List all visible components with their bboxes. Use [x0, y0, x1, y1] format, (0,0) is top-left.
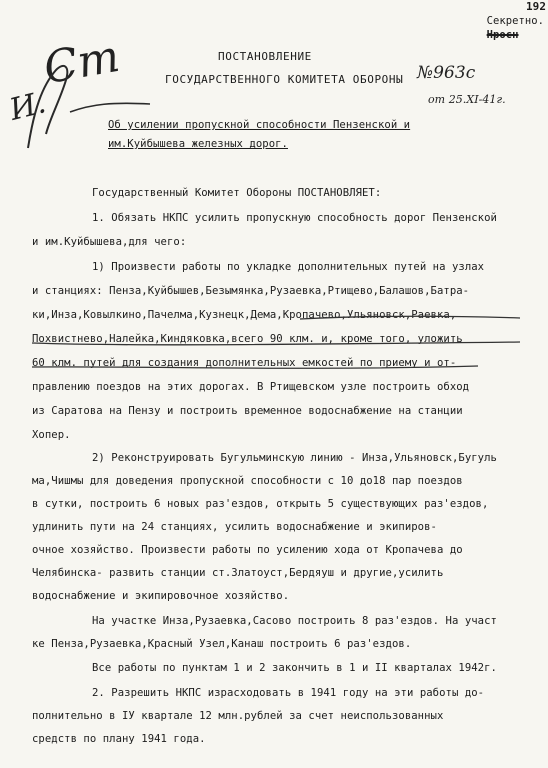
body-line: На участке Инза,Рузаевка,Сасово построить 8 раз'ездов. На участ	[92, 615, 497, 627]
body-line: ма,Чишмы для доведения пропускной способности с 10 до18 пар поездов	[32, 475, 463, 487]
classification-struck: Нросн	[486, 29, 519, 41]
body-line: и станциях: Пенза,Куйбышев,Безымянка,Рузаевка,Ртищево,Балашов,Батра-	[32, 285, 470, 297]
subject-line-2: им.Куйбышева железных дорог.	[108, 138, 288, 150]
corner-number: 192	[525, 0, 546, 13]
decree-date: от 25.XI-41г.	[428, 93, 506, 106]
body-line: средств по плану 1941 года.	[32, 733, 206, 745]
doc-title: ПОСТАНОВЛЕНИЕ	[218, 50, 312, 63]
body-line: Все работы по пунктам 1 и 2 закончить в 1 и II кварталах 1942г.	[92, 662, 497, 674]
body-line: 1. Обязать НКПС усилить пропускную способность дорог Пензенской	[92, 212, 497, 224]
signature-initial: И.	[6, 85, 50, 128]
body-line: ки,Инза,Ковылкино,Пачелма,Кузнецк,Дема,Кропачево,Ульяновск,Раевка,	[32, 309, 457, 321]
committee-name: ГОСУДАРСТВЕННОГО КОМИТЕТА ОБОРОНЫ	[165, 73, 404, 86]
body-line: ке Пенза,Рузаевка,Красный Узел,Канаш построить 6 раз'ездов.	[32, 638, 412, 650]
body-line: 60 клм. путей для создания дополнительных емкостей по приему и от-	[32, 357, 457, 369]
classification-block	[487, 14, 544, 42]
body-line: 2. Разрешить НКПС израсходовать в 1941 году на эти работы до-	[92, 687, 485, 699]
body-line: из Саратова на Пензу и построить временное водоснабжение на станции	[32, 405, 463, 417]
body-line: в сутки, построить 6 новых раз'ездов, открыть 5 существующих раз'ездов,	[32, 498, 489, 510]
subject-line-1: Об усилении пропускной способности Пензенской и	[108, 119, 411, 131]
body-line: и им.Куйбышева,для чего:	[32, 236, 187, 248]
body-line: правлению поездов на этих дорогах. В Ртищевском узле построить обход	[32, 381, 470, 393]
body-line: Челябинска- развить станции ст.Златоуст,Бердяуш и другие,усилить	[32, 567, 444, 579]
body-line: очное хозяйство. Произвести работы по усилению хода от Кропачева до	[32, 544, 463, 556]
body-line: Похвистнево,Налейка,Киндяковка,всего 90 клм. и, кроме того, уложить	[32, 333, 463, 345]
body-line: 2) Реконструировать Бугульминскую линию - Инза,Ульяновск,Бугуль	[92, 452, 497, 464]
body-line: 1) Произвести работы по укладке дополнительных путей на узлах	[92, 261, 485, 273]
classification-secret: Секретно.	[486, 15, 544, 27]
signature-stalin: Ст	[40, 30, 124, 95]
body-line: полнительно в IУ квартале 12 млн.рублей за счет неиспользованных	[32, 710, 444, 722]
body-line: Государственный Комитет Обороны ПОСТАНОВЛЯЕТ:	[92, 187, 382, 199]
body-line: удлинить пути на 24 станциях, усилить водоснабжение и экипиров-	[32, 521, 437, 533]
signature-flourish	[70, 103, 150, 112]
decree-number: №963с	[417, 63, 476, 83]
body-line: Хопер.	[32, 429, 71, 441]
body-line: водоснабжение и экипировочное хозяйство.	[32, 590, 290, 602]
